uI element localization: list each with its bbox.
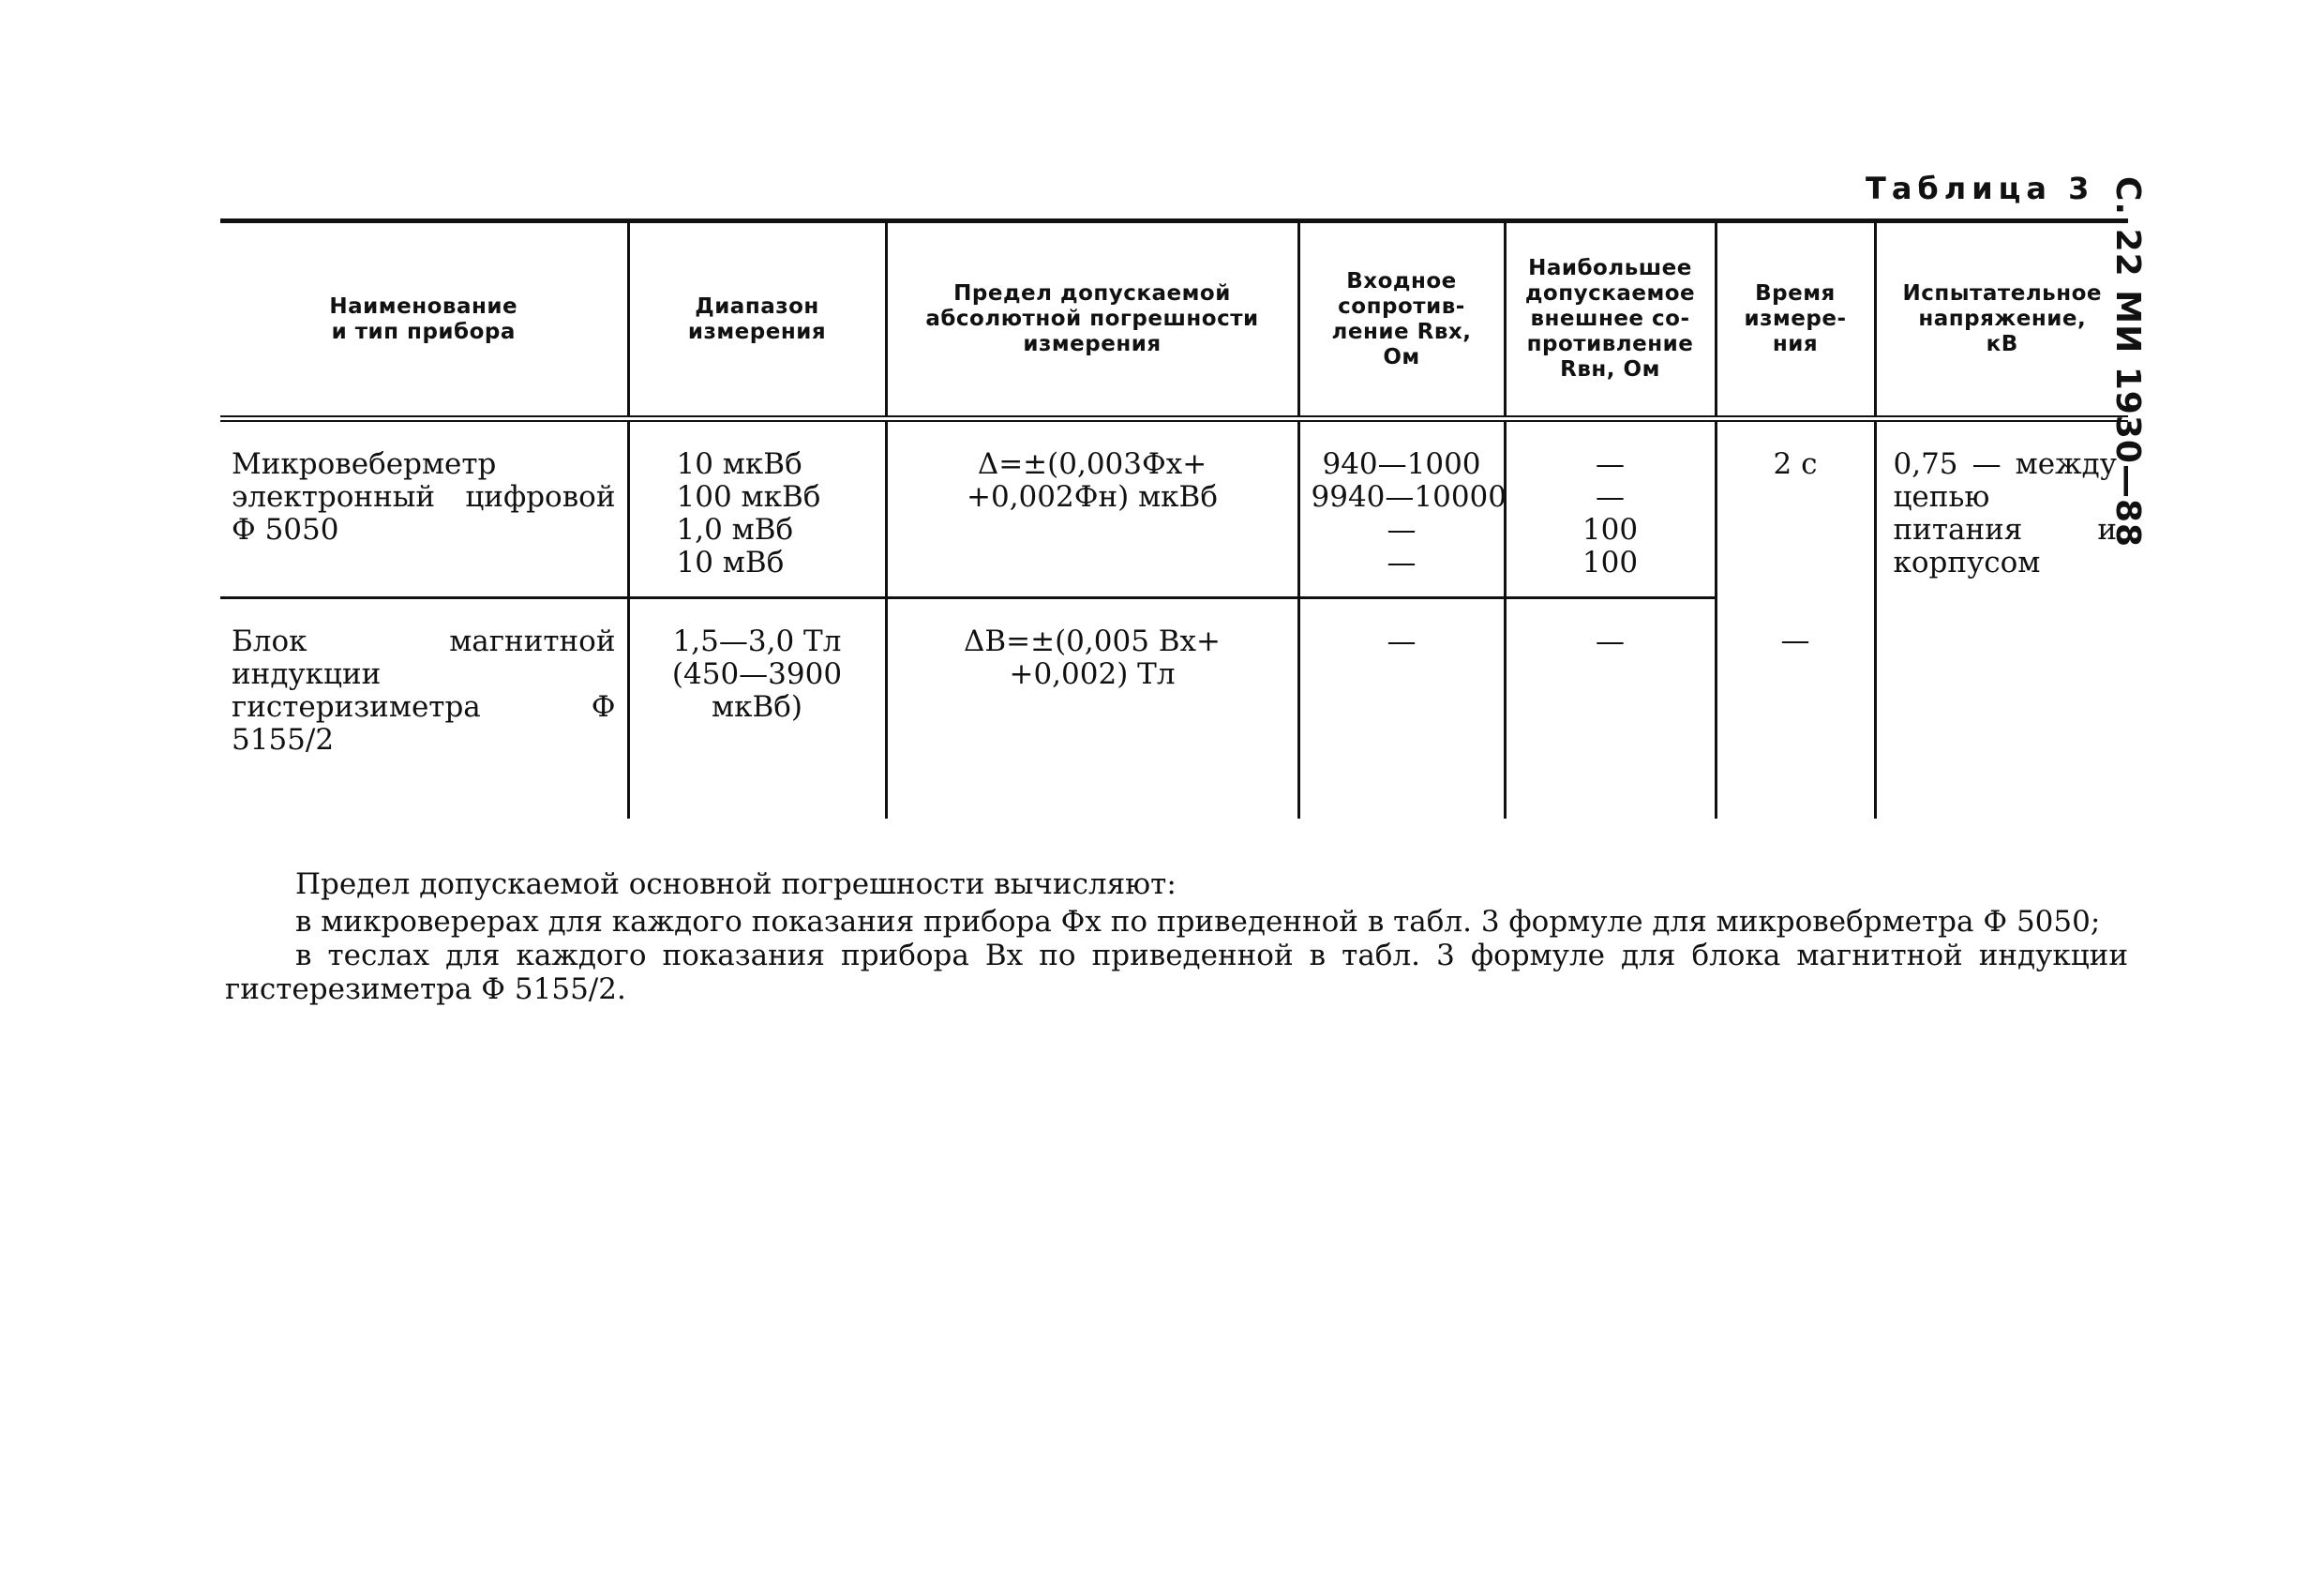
header-error-limit: Предел допускаемой абсолютной погрешности измерения <box>886 221 1298 419</box>
cell-range <box>628 419 886 598</box>
notes-intro: Предел допускаемой основной погрешности вычисляют: <box>295 867 1177 901</box>
cell-input-resistance: — <box>1298 598 1505 820</box>
range-value: 10 мкВб <box>676 447 802 481</box>
cell-external-resistance: — <box>1505 598 1716 820</box>
header-test-voltage: Испытательное напряжение, кВ <box>1875 221 2128 419</box>
cell-test-voltage <box>1875 598 2128 820</box>
input-resistance-value: — <box>1387 546 1417 579</box>
cell-name: Микровеберметр электронный цифровой Ф 5050 <box>220 419 628 598</box>
range-value: 1,0 мВб <box>676 513 794 547</box>
external-resistance-value: 100 <box>1582 546 1639 579</box>
data-table <box>220 218 2128 819</box>
notes-item-1: в микроверерах для каждого показания прибора Фx по приведенной в табл. 3 формуле для микровебрметра Ф 5050; <box>295 905 2101 939</box>
cell-name: Блок магнитной индукции гистеризиметра Ф 5155/2 <box>220 598 628 820</box>
input-resistance-value: — <box>1387 513 1417 547</box>
input-resistance-value: 9940—10000 <box>1311 480 1507 514</box>
cell-error-limit: Δ=±(0,003Фx+ +0,002Фн) мкВб <box>886 419 1298 598</box>
cell-time: 2 с <box>1716 419 1875 598</box>
cell-error-limit: ΔB=±(0,005 Bx+ +0,002) Тл <box>886 598 1298 820</box>
input-resistance-value: 940—1000 <box>1322 447 1481 481</box>
notes-item-2: в теслах для каждого показания прибора Bx по приведенной в табл. 3 формуле для блока магнитной индукции гистерезиметра Ф 5155/2. <box>225 939 2128 1006</box>
cell-time: — <box>1716 598 1875 820</box>
header-external-resistance: Наибольшее допускаемое внешнее со- противление Rвн, Ом <box>1505 221 1716 419</box>
table-row <box>220 598 2128 820</box>
cell-external-resistance <box>1505 419 1716 598</box>
cell-input-resistance <box>1298 419 1505 598</box>
table-header-row <box>220 221 2128 419</box>
notes-block <box>225 867 2128 1006</box>
external-resistance-value: — <box>1596 447 1625 481</box>
header-input-resistance: Входное сопротив- ление Rвх, Ом <box>1298 221 1505 419</box>
table-caption: Таблица 3 <box>1866 171 2095 206</box>
cell-range: 1,5—3,0 Тл (450—3900 мкВб) <box>628 598 886 820</box>
external-resistance-value: 100 <box>1582 513 1639 547</box>
range-value: 10 мВб <box>676 546 785 579</box>
external-resistance-value: — <box>1596 480 1625 514</box>
header-name: Наименование и тип прибора <box>220 221 628 419</box>
header-range: Диапазон измерения <box>628 221 886 419</box>
cell-test-voltage: 0,75 — между цепью питания и корпусом <box>1875 419 2128 598</box>
page-code: С. 22 МИ 1930—88 <box>2108 176 2147 549</box>
range-value: 100 мкВб <box>676 480 821 514</box>
table-row <box>220 419 2128 598</box>
header-time: Время измере- ния <box>1716 221 1875 419</box>
